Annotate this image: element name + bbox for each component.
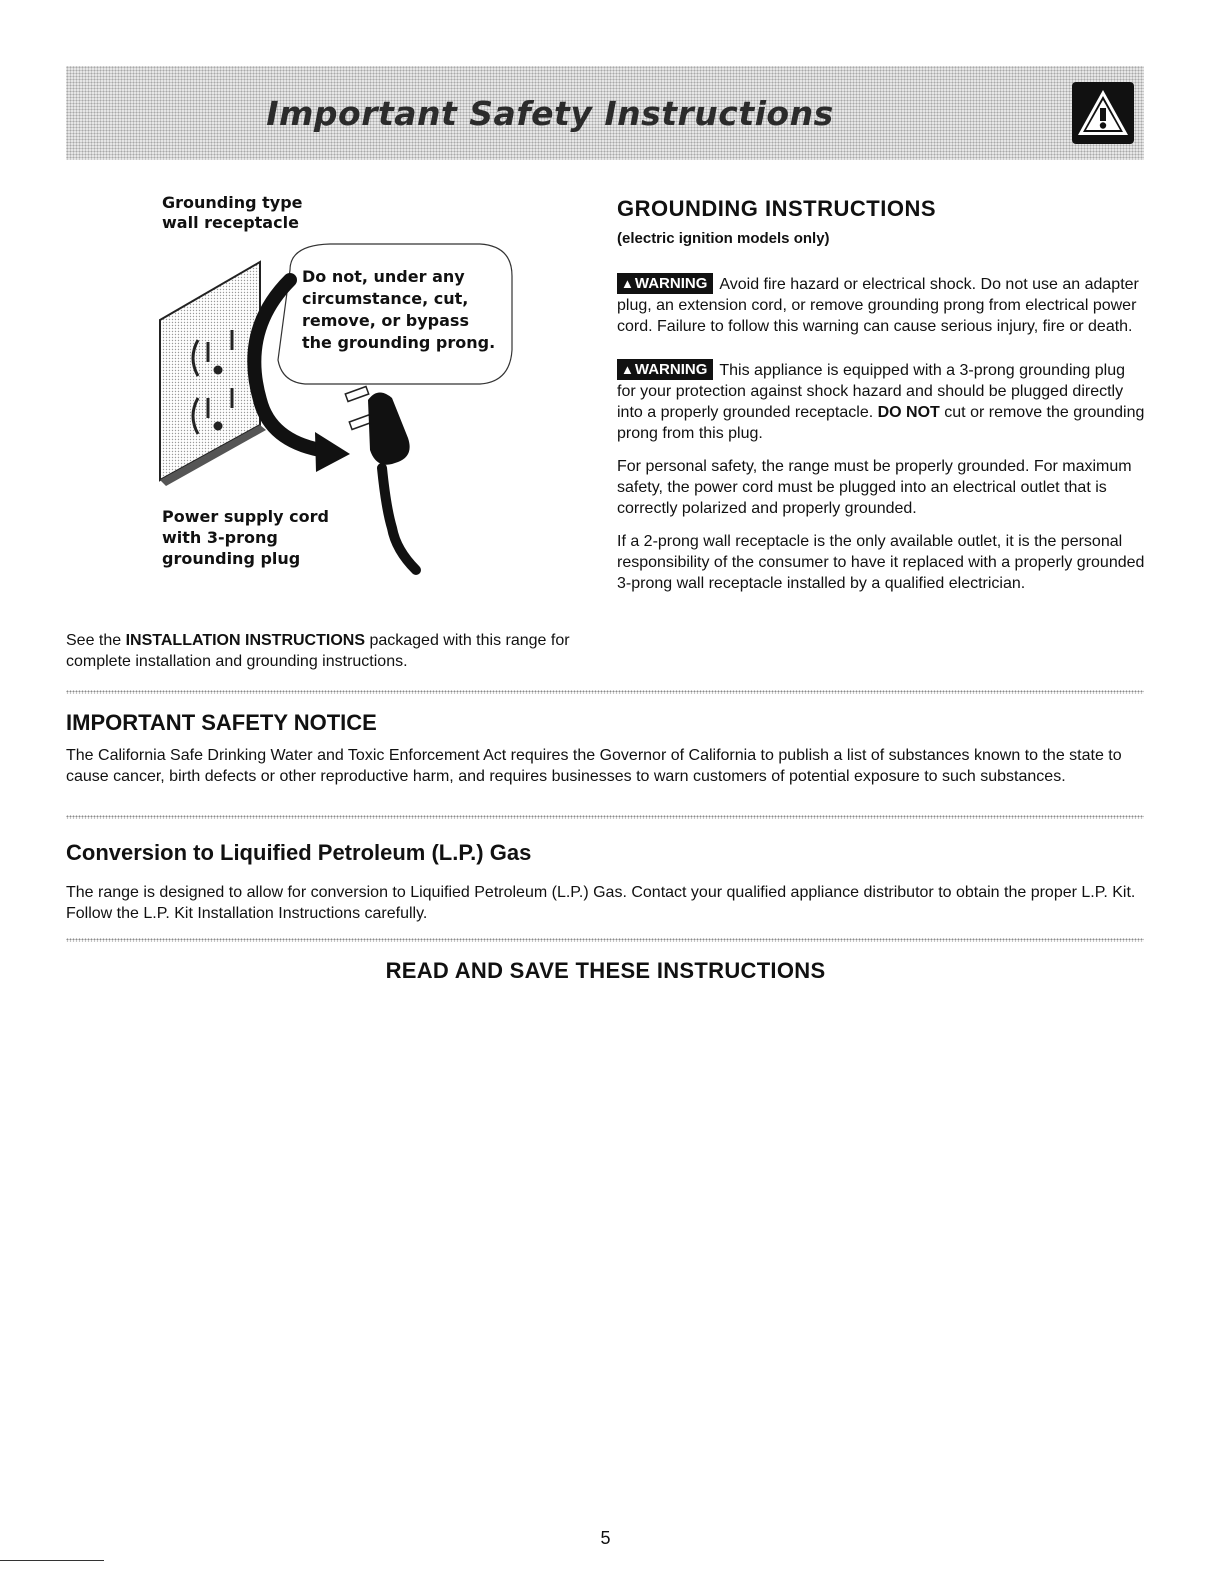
grounding-title: GROUNDING INSTRUCTIONS: [617, 196, 936, 221]
warning-triangle-icon: [1072, 82, 1134, 144]
header-banner: [66, 66, 1144, 160]
warning-1: ▲WARNING Avoid fire hazard or electrical shock. Do not use an adapter plug, an extension cord, or remove grounding prong from electrical power cord. Failure to follow this warning can cause serious injury, fire or death.: [617, 275, 1139, 335]
warning-2: ▲WARNING This appliance is equipped with a 3-prong grounding plug for your protection against shock hazard and should be plugged directly into a properly grounded receptacle. DO NOT cut or remove the grounding prong from this plug.: [617, 361, 1145, 442]
grounding-paragraph-1: For personal safety, the range must be properly grounded. For maximum safety, the power cord must be plugged into an electrical outlet that is correctly polarized and properly grounded.: [617, 458, 1132, 517]
page-title: Important Safety Instructions: [266, 94, 834, 133]
conversion-body: The range is designed to allow for conversion to Liquified Petroleum (L.P.) Gas. Contact your qualified appliance distributor to obtain the proper L.P. Kit. Follow the L.P. Kit Installation Instructions carefully.: [66, 884, 1136, 922]
page-number: 5: [600, 1528, 611, 1548]
grounding-paragraph-2: If a 2-prong wall receptacle is the only available outlet, it is the personal responsibility of the consumer to have it replaced with a properly grounded 3-prong wall receptacle installed by a qualified electrician.: [617, 533, 1145, 592]
warning-badge: ▲WARNING: [617, 359, 713, 380]
conversion-title: Conversion to Liquified Petroleum (L.P.) Gas: [66, 840, 532, 865]
warning-triangle-small-icon: ▲: [621, 276, 634, 291]
section-divider: [66, 815, 1144, 819]
section-divider: [66, 690, 1144, 694]
read-save-heading: READ AND SAVE THESE INSTRUCTIONS: [385, 958, 826, 983]
cord-label: Power supply cord with 3-prong grounding plug: [162, 507, 329, 568]
footer-rule: [0, 1560, 104, 1561]
grounding-instructions: [617, 196, 1147, 594]
installation-note: See the INSTALLATION INSTRUCTIONS packaged with this range for complete installation and grounding instructions.: [66, 632, 570, 670]
warning-triangle-small-icon: ▲: [621, 362, 634, 377]
grounding-subtitle: (electric ignition models only): [617, 230, 830, 247]
three-prong-plug: [345, 386, 416, 570]
wall-plate: [160, 262, 260, 480]
section-divider: [66, 938, 1144, 942]
receptacle-label: Grounding type wall receptacle: [162, 193, 303, 232]
callout-text: Do not, under any circumstance, cut, remove, or bypass the grounding prong.: [302, 267, 496, 352]
safety-notice-title: IMPORTANT SAFETY NOTICE: [66, 710, 377, 735]
safety-notice-body: The California Safe Drinking Water and Toxic Enforcement Act requires the Governor of California to publish a list of substances known to the state to cause cancer, birth defects or other reproductive harm, and requires businesses to warn customers of potential exposure to such substances.: [66, 747, 1122, 785]
warning-badge: ▲WARNING: [617, 273, 713, 294]
